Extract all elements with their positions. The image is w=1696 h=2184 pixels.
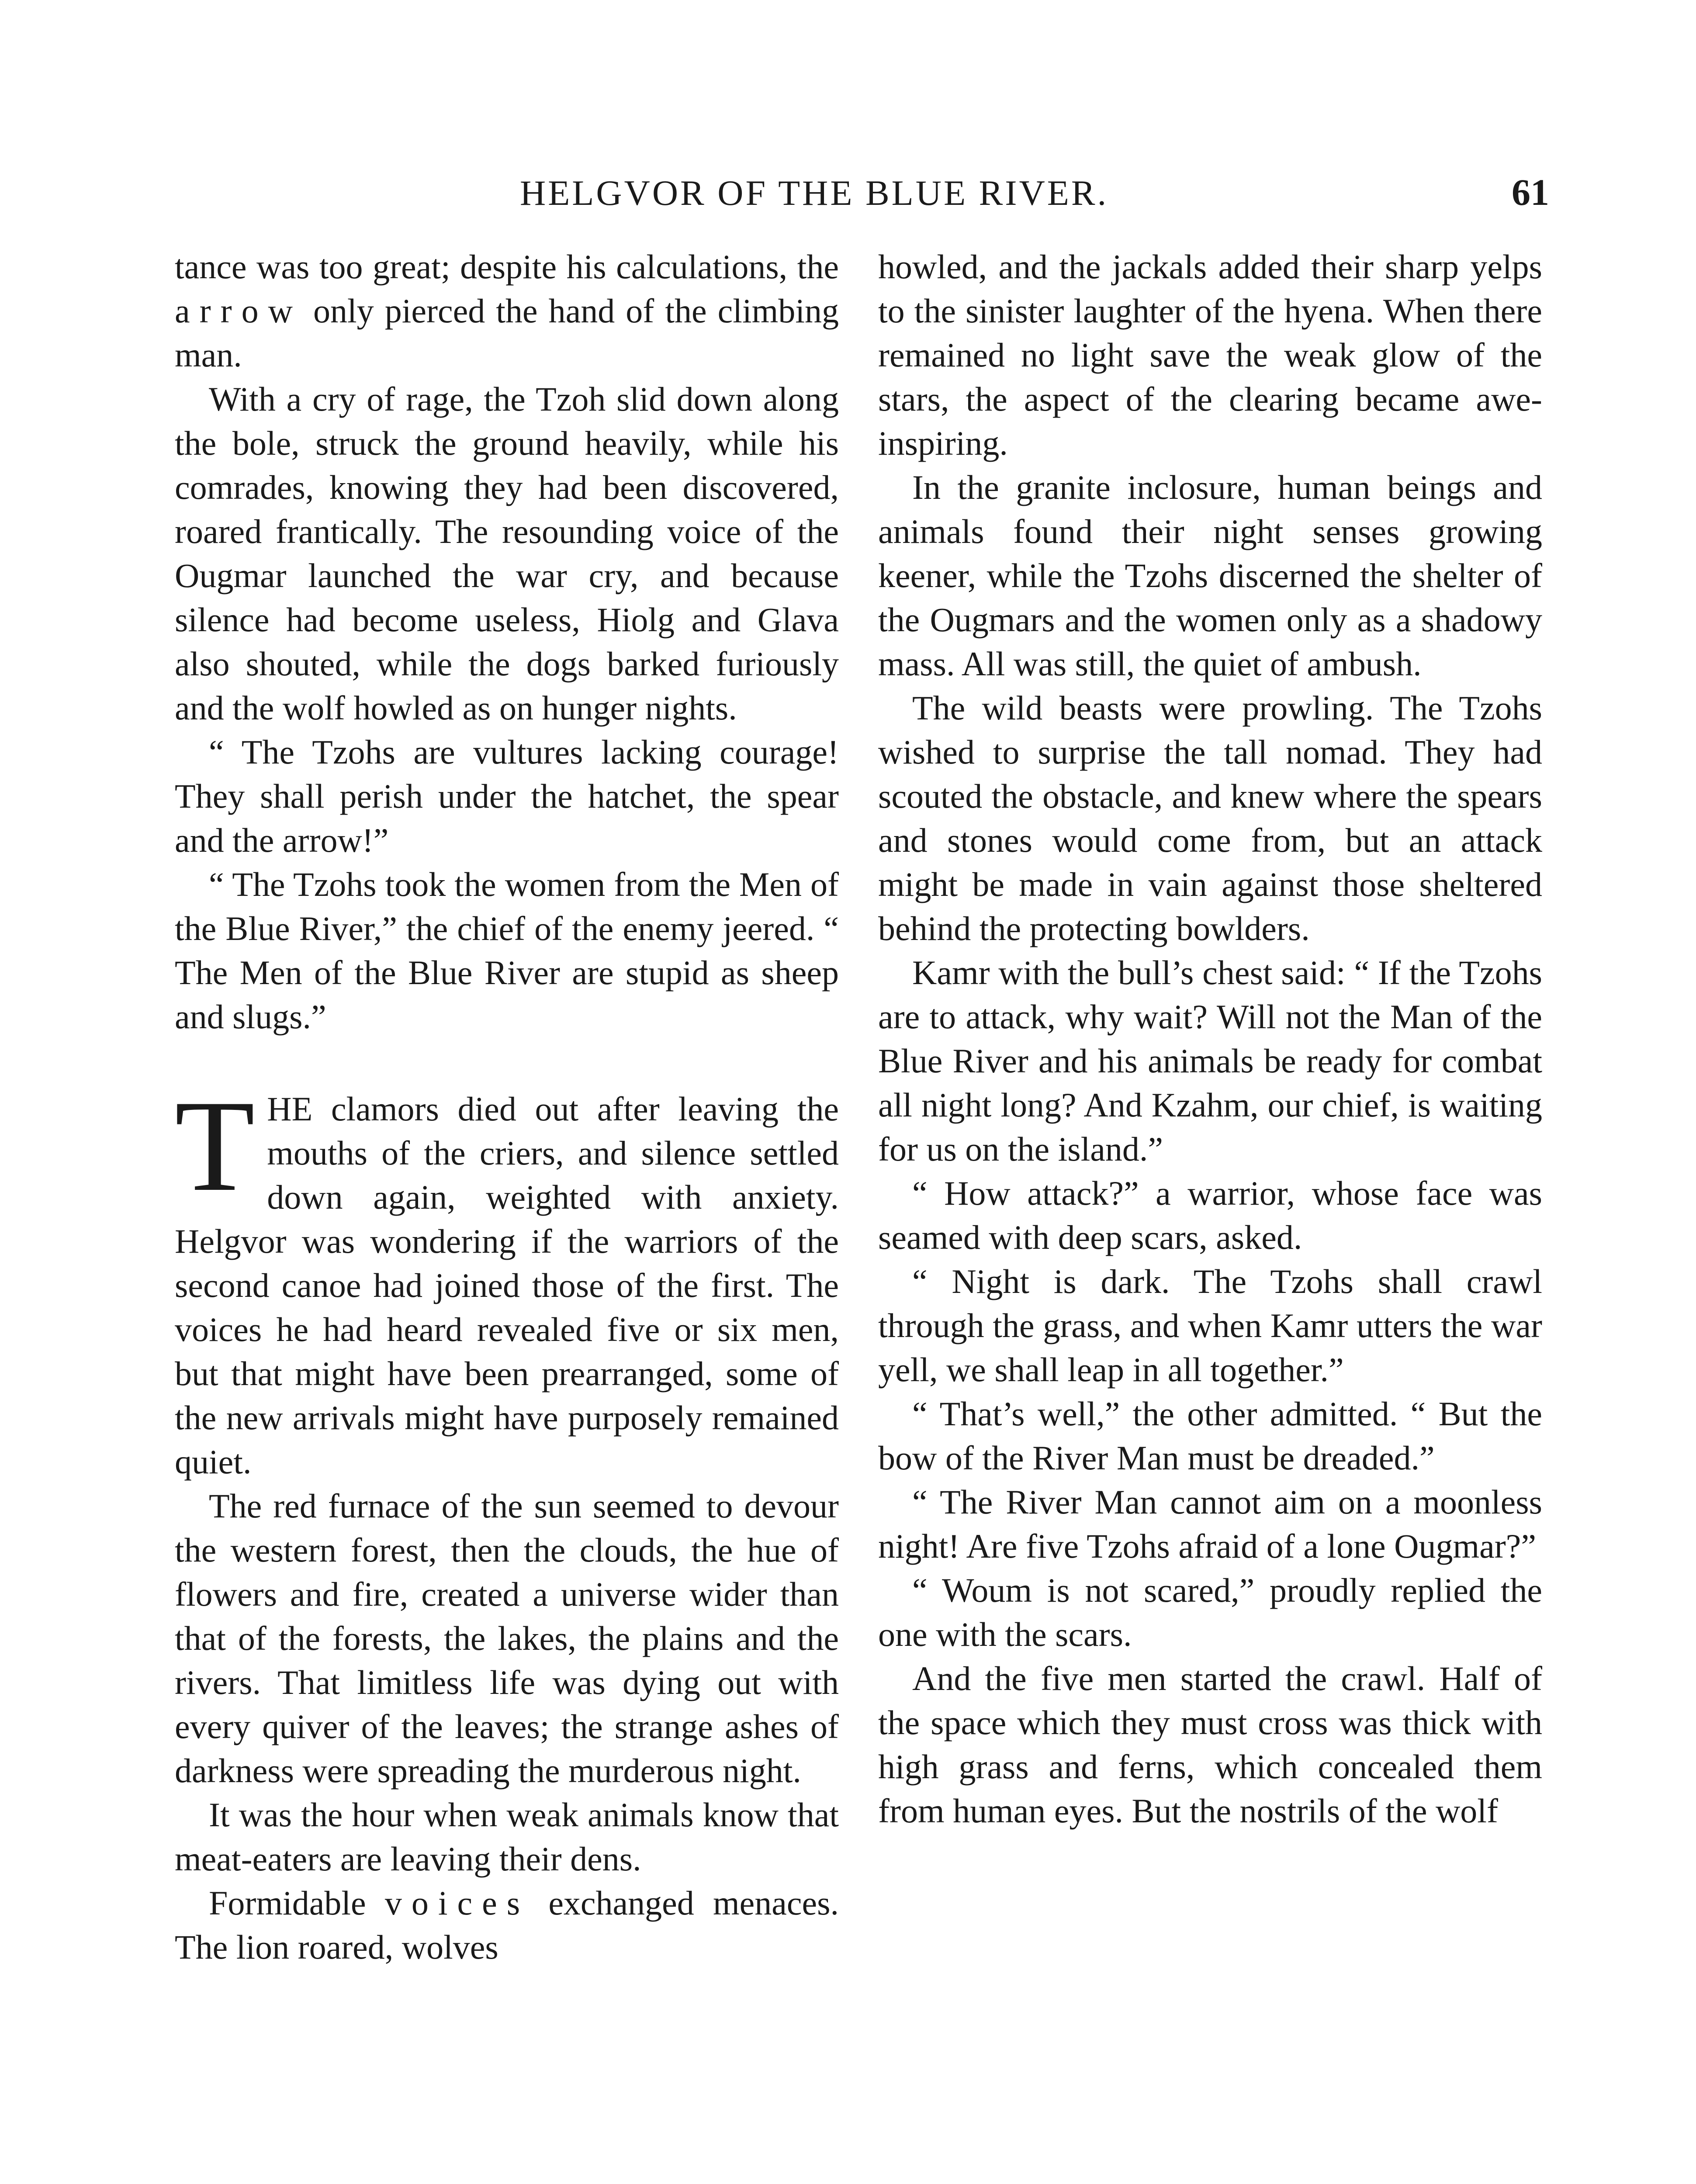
paragraph: The wild beasts were prowling. The Tzohs wished to surprise the tall nomad. They had scouted the obstacle, and knew where the spears and stones would come from, but an attack might be made in vain against those sheltered behind the protecting bowlders.: [878, 689, 1542, 947]
text-span: only pierced the hand of the climbing man.: [175, 292, 839, 374]
paragraph: [175, 1073, 839, 1484]
paragraph: And the five men started the crawl. Half of the space which they must cross was thick with high grass and ferns, which concealed them from human eyes. But the nostrils of the wolf: [878, 1659, 1542, 1830]
paragraph: [175, 245, 839, 377]
paragraph: “ The Tzohs are vultures lacking courage! They shall perish under the hatchet, the spear and the arrow!”: [175, 733, 839, 859]
left-column: [175, 245, 839, 1969]
paragraph: The red furnace of the sun seemed to devour the western forest, then the clouds, the hue of flowers and fire, created a universe wider than that of the forests, the lakes, the plains and the rivers. That limitless life was dying out with every quiver of the leaves; the strange ashes of darkness were spreading the murderous night.: [175, 1487, 839, 1790]
text-span: exchanged menaces. The lion roared, wolves: [175, 1884, 839, 1966]
paragraph: “ Woum is not scared,” proudly replied the one with the scars.: [878, 1571, 1542, 1653]
paragraph: “ The River Man cannot aim on a moonless night! Are five Tzohs afraid of a lone Ougmar?”: [878, 1483, 1542, 1565]
paragraph: howled, and the jackals added their sharp yelps to the sinister laughter of the hyena. When there remained no light save the weak glow of the stars, the aspect of the clearing became awe-inspiring.: [878, 248, 1542, 462]
paragraph: “ That’s well,” the other admitted. “ But the bow of the River Man must be dreaded.”: [878, 1395, 1542, 1477]
running-title: HELGVOR OF THE BLUE RIVER.: [520, 173, 1109, 213]
letterspaced-word: voices: [384, 1884, 530, 1922]
letterspaced-word: arrow: [175, 292, 302, 330]
drop-cap: T: [175, 1073, 255, 1218]
paragraph: With a cry of rage, the Tzoh slid down along the bole, struck the ground heavily, while his comrades, knowing they had been discovered, roared frantically. The resounding voice of the Ougmar launched the war cry, and because silence had become useless, Hiolg and Glava also shouted, while the dogs barked furiously and the wolf howled as on hunger nights.: [175, 380, 839, 727]
text-span: HE clamors died out after leaving the mouths of the criers, and silence settled down again, weighted with anxiety. Helgvor was wondering if the warriors of the second canoe had joined those of the first. The voices he had heard revealed five or six men, but that might have been prearranged, some of the new arrivals might have purposely remained quiet.: [175, 1090, 839, 1481]
paragraph: Kamr with the bull’s chest said: “ If the Tzohs are to attack, why wait? Will not the Man of the Blue River and his animals be ready for combat all night long? And Kzahm, our chief, is waiting for us on the island.”: [878, 954, 1542, 1168]
text-span: Formidable: [209, 1884, 366, 1922]
paragraph: [175, 1881, 839, 1969]
paragraph: “ How attack?” a warrior, whose face was seamed with deep scars, asked.: [878, 1174, 1542, 1256]
paragraph: “ Night is dark. The Tzohs shall crawl through the grass, and when Kamr utters the war yell, we shall leap in all together.”: [878, 1262, 1542, 1389]
text-span: tance was too great; despite his calculations, the: [175, 248, 839, 286]
section-break: [175, 1039, 839, 1087]
right-column: [878, 245, 1542, 1833]
paragraph: In the granite inclosure, human beings and animals found their night senses growing keener, while the Tzohs discerned the shelter of the Ougmars and the women only as a shadowy mass. All was still, the quiet of ambush.: [878, 468, 1542, 683]
page-number: 61: [1512, 171, 1549, 213]
paragraph: It was the hour when weak animals know that meat-eaters are leaving their dens.: [175, 1796, 839, 1878]
paragraph: “ The Tzohs took the women from the Men of the Blue River,” the chief of the enemy jeered. “ The Men of the Blue River are stupid as sheep and slugs.”: [175, 865, 839, 1036]
